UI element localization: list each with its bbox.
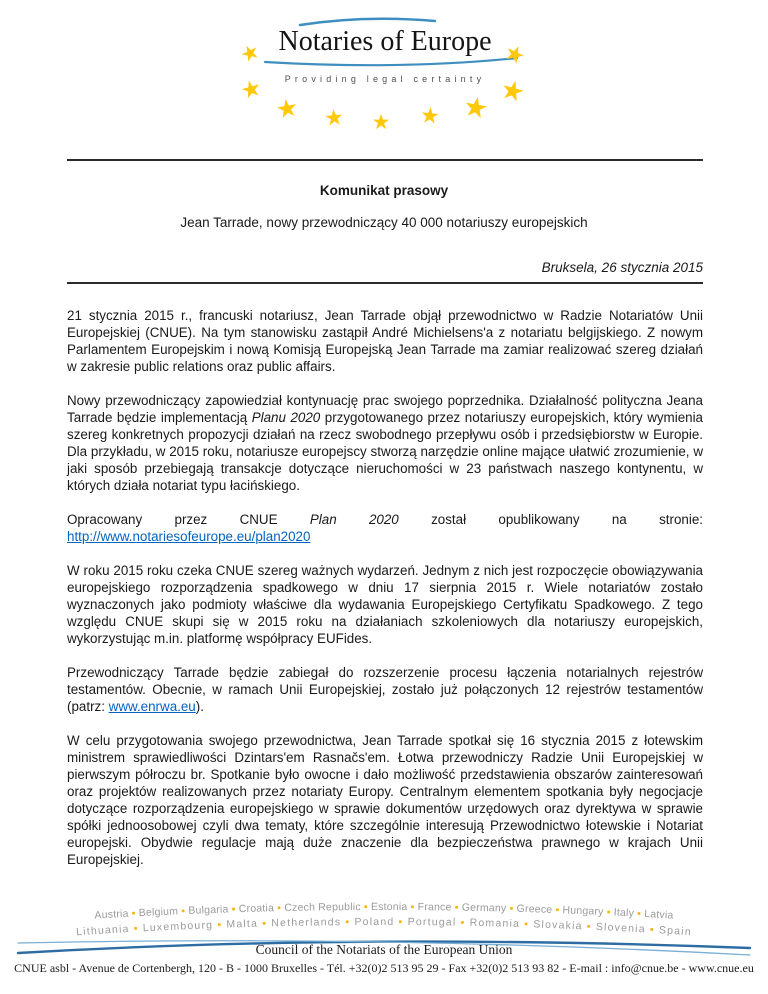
swoosh-icon — [265, 58, 517, 65]
paragraph-3-text: został opublikowany na stronie: — [398, 512, 703, 527]
paragraph-5-text: Przewodniczący Tarrade będzie zabiegał do rozszerzenie procesu łączenia notarialnych rejestrów testamentów. Obecnie, w ramach Unii Europejskiej, zostało już połączonych 12 rejestrów testamentów (patrz: — [67, 665, 703, 714]
euro-star-icon: ★ — [237, 74, 265, 106]
dateline: Bruksela, 26 stycznia 2015 — [541, 260, 703, 275]
plan-2020-italic: Planu 2020 — [251, 410, 321, 425]
euro-star-icon: ★ — [418, 103, 441, 130]
euro-star-icon: ★ — [273, 92, 301, 125]
euro-star-icon: ★ — [323, 105, 346, 132]
org-name: Council of the Notariats of the European Union — [255, 942, 513, 957]
euro-star-icon: ★ — [371, 110, 391, 134]
euro-star-icon: ★ — [460, 89, 492, 126]
enrwa-link[interactable]: www.enrwa.eu — [108, 699, 196, 714]
document-body — [67, 307, 703, 885]
euro-star-icon: ★ — [236, 38, 264, 68]
countries-line-2: Lithuania ▪ Luxembourg ▪ Malta ▪ Netherlands ▪ Poland ▪ Portugal ▪ Romania ▪ Slovakia ▪ Slovenia ▪ Spain — [75, 915, 693, 939]
paragraph-2-text: Nowy przewodniczący zapowiedział kontynuację prac swojego poprzednika. Działalność polityczna Jeana Tarrade będzie implementacją — [67, 393, 703, 425]
plan-2020-italic: Plan 2020 — [309, 512, 399, 527]
divider-top — [67, 159, 703, 161]
address-line: CNUE asbl - Avenue de Cortenbergh, 120 - B - 1000 Bruxelles - Tél. +32(0)2 513 95 29 - Fax +32(0)2 513 93 82 - E-mail : info@cnue.be - www.cnue.eu — [14, 961, 754, 975]
paragraph-5-text: ). — [195, 699, 204, 714]
countries-line-1: Austria ▪ Belgium ▪ Bulgaria ▪ Croatia ▪ Czech Republic ▪ Estonia ▪ France ▪ Germany ▪ Greece ▪ Hungary ▪ Italy ▪ Latvia — [94, 900, 674, 922]
euro-star-icon: ★ — [499, 38, 530, 72]
paragraph-2-text: przygotowanego przez notariuszy europejskich, który wymienia szereg konkretnych propozycji działań na rzecz swobodnego przepływu osób i przedsiębiorstw w Europie. Dla przykładu, w 2015 roku, notariusze europejscy stworzą narzędzie online mające ułatwić zrozumienie, w jaki sposób przebiegają transakcje dotyczące nieruchomości w 23 państwach naszego kontynentu, w których działa notariat typu łacińskiego. — [67, 410, 704, 493]
press-release-heading: Komunikat prasowy — [319, 183, 449, 198]
logo-title: Notaries of Europe — [278, 26, 492, 57]
paragraph-2 — [67, 392, 703, 494]
swoosh-icon — [300, 19, 435, 25]
paragraph-1: 21 stycznia 2015 r., francuski notariusz, Jean Tarrade objął przewodnictwo w Radzie Notariatów Unii Europejskiej (CNUE). Na tym stanowisku zastąpił André Michielsens'a z notariatu belgijskiego. Z nowym Parlamentem Europejskim i nową Komisją Europejską Jean Tarrade ma zamiar realizować szereg działań w zakresie public relations oraz public affairs. — [67, 308, 703, 374]
paragraph-3-text: Opracowany przez CNUE — [67, 512, 310, 527]
notaries-of-europe-logo — [235, 12, 535, 140]
divider-mid — [67, 282, 703, 284]
plan2020-link[interactable]: http://www.notariesofeurope.eu/plan2020 — [67, 529, 311, 544]
paragraph-6: W celu przygotowania swojego przewodnictwa, Jean Tarrade spotkał się 16 stycznia 2015 z łotewskim ministrem sprawiedliwości Dzintars'em Rasnačs'em. Łotwa przewodniczy Radzie Unii Europejskiej w pierwszym półroczu br. Spotkanie było owocne i dało możliwość przedstawienia obszarów zainteresowań oraz projektów realizowanych przez notariaty Europy. Centralnym elementem spotkania były negocjacje dotyczące rozporządzenia europejskiego w sprawie dokumentów urzędowych oraz dyrektywa w sprawie spółki jednoosobowej czyli dwa tematy, które szczególnie interesują Przewodnictwo łotewskie i Notariat europejski. Obydwie regulacje mają duże znaczenie dla bezpieczeństwa prawnego w krajach Unii Europejskiej. — [67, 733, 703, 867]
euro-star-icon: ★ — [496, 73, 529, 110]
paragraph-3 — [67, 511, 703, 545]
paragraph-5 — [67, 664, 703, 715]
headline: Jean Tarrade, nowy przewodniczący 40 000 notariuszy europejskich — [180, 215, 588, 230]
logo-tagline: Providing legal certainty — [284, 74, 486, 84]
paragraph-4: W roku 2015 roku czeka CNUE szereg ważnych wydarzeń. Jednym z nich jest rozpoczęcie obowiązywania europejskiego rozporządzenia spadkowego w dniu 17 sierpnia 2015 r. Wiele notariatów zostało wyznaczonych jako podmioty właściwe dla wydawania Europejskiego Certyfikatu Spadkowego. Z tego względu CNUE skupi się w 2015 roku na działaniach szkoleniowych dla notariuszy europejskich, wykorzystując m.in. platformę współpracy EUFides. — [67, 563, 703, 646]
